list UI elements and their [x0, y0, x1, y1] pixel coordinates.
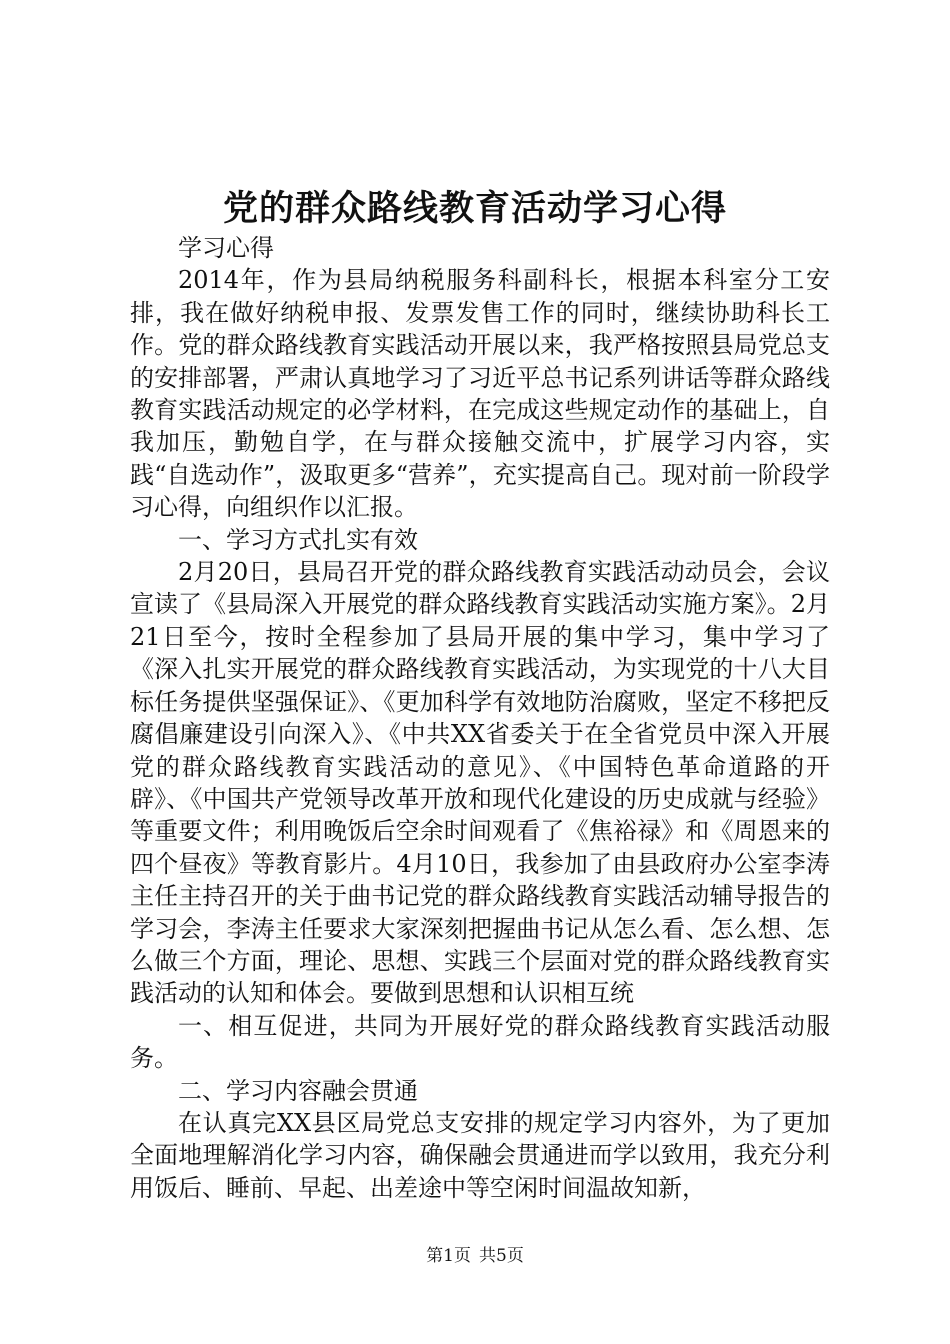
section-heading-1: 一、学习方式扎实有效 — [178, 525, 418, 554]
page-total: 共5页 — [479, 1246, 524, 1266]
page-footer — [0, 1244, 950, 1268]
document-title: 党的群众路线教育活动学习心得 — [222, 188, 727, 229]
page-number: 第1页 — [426, 1246, 471, 1266]
paragraph-intro: 2014年，作为县局纳税服务科副科长，根据本科室分工安排，我在做好纳税申报、发票发售工作的同时，继续协助科长工作。党的群众路线教育实践活动开展以来，我严格按照县局党总支的安排部署，严肃认真地学习了习近平总书记系列讲话等群众路线教育实践活动规定的必学材料，在完成这些规定动作的基础上，自我加压，勤勉自学，在与群众接触交流中，扩展学习内容，实践“自选动作”，汲取更多“营养”，充实提高自己。现对前一阶段学习心得，向组织作以汇报。 — [130, 266, 830, 522]
document-body — [130, 232, 830, 1204]
paragraph-section-1: 2月20日，县局召开党的群众路线教育实践活动动员会，会议宣读了《县局深入开展党的群众路线教育实践活动实施方案》。2月21日至今，按时全程参加了县局开展的集中学习，集中学习了《深入扎实开展党的群众路线教育实践活动，为实现党的十八大目标任务提供坚强保证》、《更加科学有效地防治腐败，坚定不移把反腐倡廉建设引向深入》、《中共XX省委关于在全省党员中深入开展党的群众路线教育实践活动的意见》、《中国特色革命道路的开辟》、《中国共产党领导改革开放和现代化建设的历史成就与经验》等重要文件；利用晚饭后空余时间观看了《焦裕禄》和《周恩来的四个昼夜》等教育影片。4月10日，我参加了由县政府办公室李涛主任主持召开的关于曲书记党的群众路线教育实践活动辅导报告的学习会，李涛主任要求大家深刻把握曲书记从怎么看、怎么想、怎么做三个方面，理论、思想、实践三个层面对党的群众路线教育实践活动的认知和体会。要做到思想和认识相互统 — [130, 558, 830, 1008]
paragraph-heading-study: 学习心得 — [178, 234, 274, 262]
paragraph-continuation: 一、相互促进，共同为开展好党的群众路线教育实践活动服务。 — [130, 1011, 830, 1073]
section-heading-2: 二、学习内容融会贯通 — [178, 1076, 418, 1105]
paragraph-section-2: 在认真完XX县区局党总支安排的规定学习内容外，为了更加全面地理解消化学习内容，确保融会贯通进而学以致用，我充分利用饭后、睡前、早起、出差途中等空闲时间温故知新， — [130, 1108, 830, 1202]
